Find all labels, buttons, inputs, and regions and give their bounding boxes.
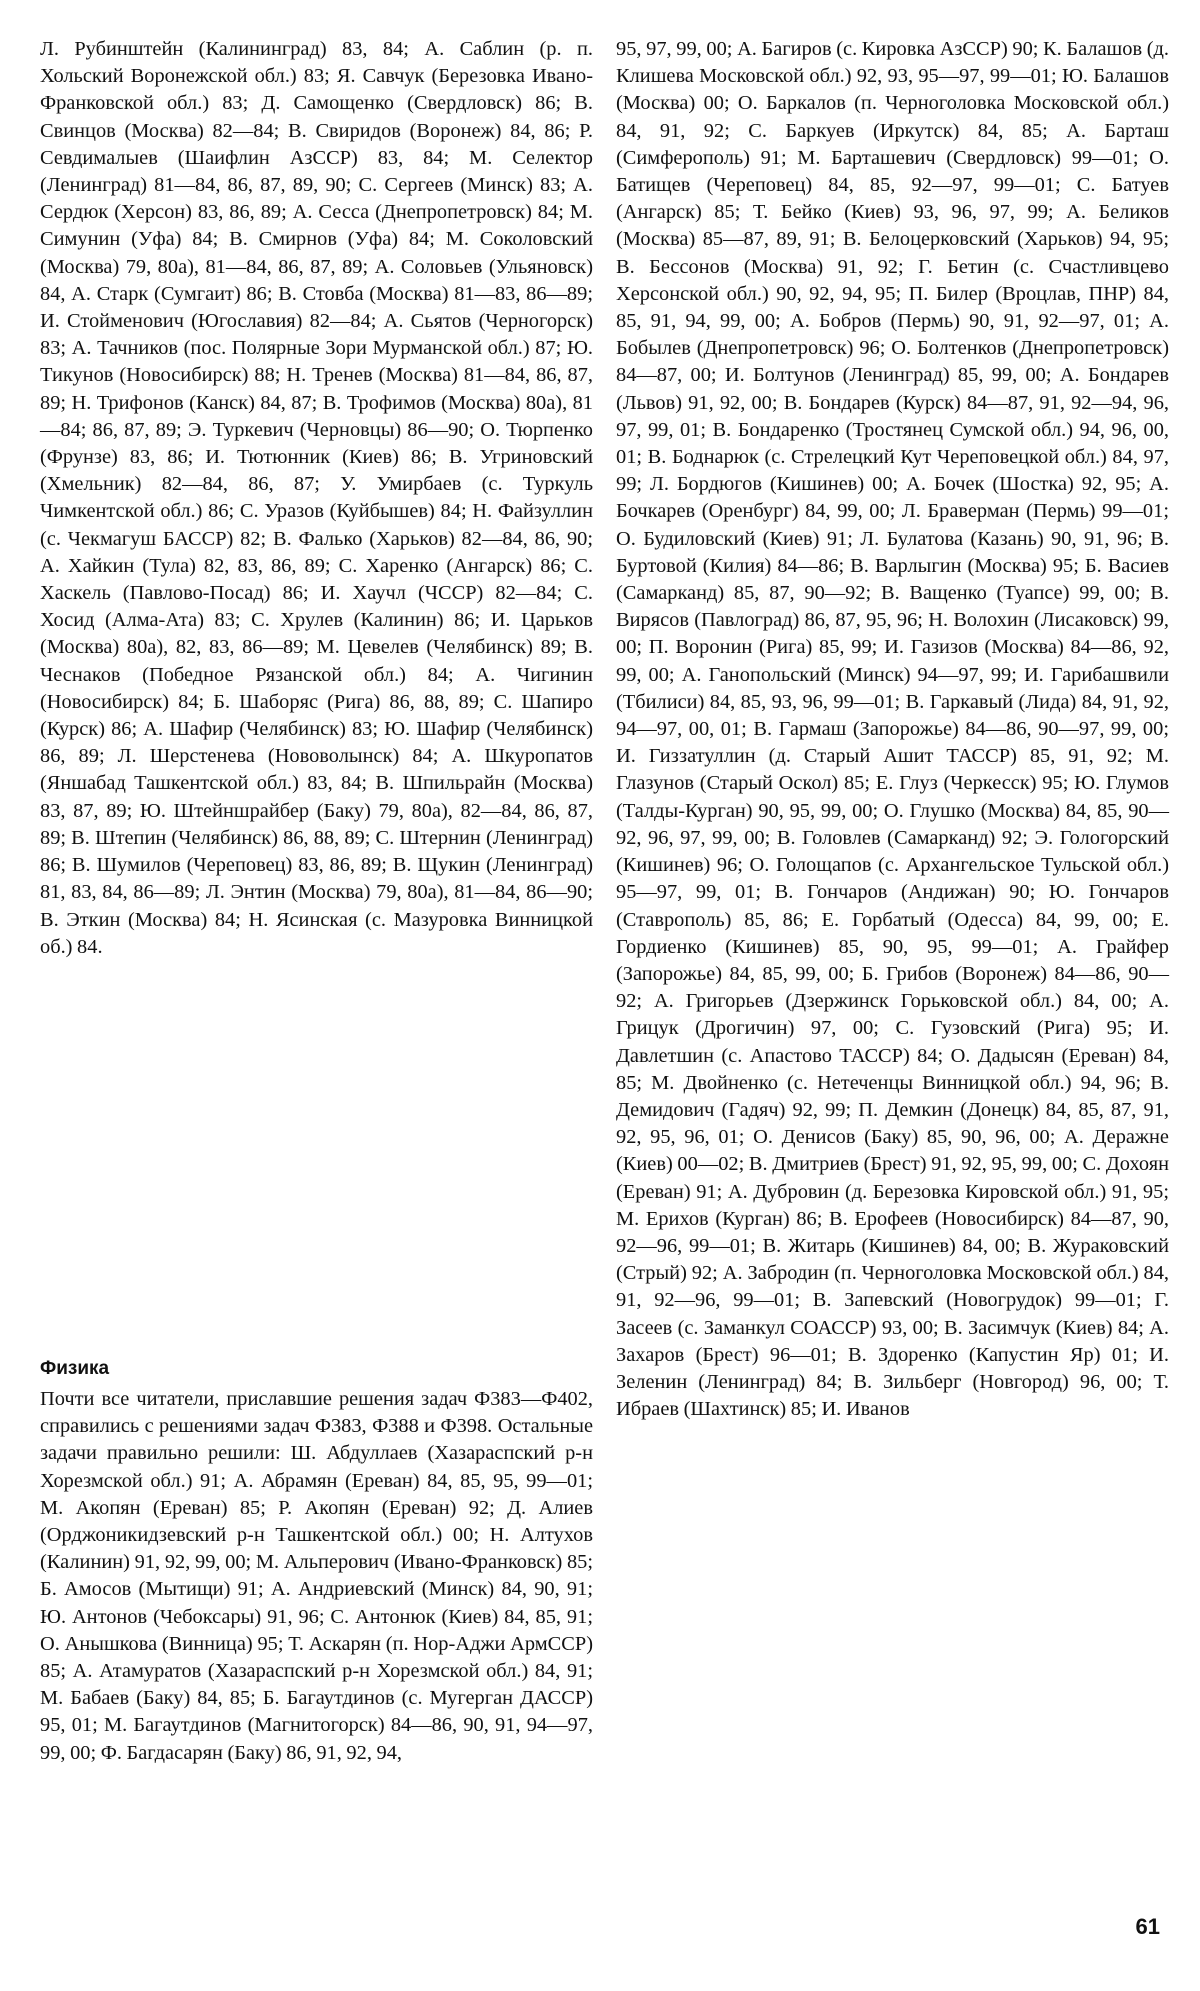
right-column-text: 95, 97, 99, 00; А. Багиров (с. Кировка АзССР) 90; К. Балашов (д. Клишева Московской обл.) 92, 93, 95—97, 99—01; Ю. Балашов (Москва) 00; О. Баркалов (п. Черноголовка Московской обл.) 84, 91, 92; С. Баркуев (Иркутск) 84, 85; А. Барташ (Симферополь) 91; М. Барташевич (Свердловск) 99—01; О. Батищев (Череповец) 84, 85, 92—97, 99—01; С. Батуев (Ангарск) 85; Т. Бейко (Киев) 93, 96, 97, 99; А. Беликов (Москва) 85—87, 89, 91; В. Белоцерковский (Харьков) 94, 95; В. Бессонов (Москва) 91, 92; Г. Бетин (с. Счастливцево Херсонской обл.) 90, 92, 94, 95; П. Билер (Вроцлав, ПНР) 84, 85, 91, 94, 99, 00; А. Бобров (Пермь) 90, 91, 92—97, 01; А. Бобылев (Днепропетровск) 96; О. Болтенков (Днепропетровск) 84—87, 00; И. Болтунов (Ленинград) 85, 99, 00; А. Бондарев (Львов) 91, 92, 00; В. Бондарев (Курск) 84—87, 91, 92—94, 96, 97, 99, 01; В. Бондаренко (Тростянец Сумской обл.) 94, 96, 00, 01; В. Боднарюк (с. Стрелецкий Кут Череповецкой обл.) 84, 97, 99; Л. Бордюгов (Кишинев) 00; А. Бочек (Шостка) 92, 95; А. Бочкарев (Оренбург) 84, 99, 00; Л. Браверман (Пермь) 99—01; О. Будиловский (Киев) 91; Л. Булатова (Казань) 90, 91, 96; В. Буртовой (Килия) 84—86; В. Варлыгин (Москва) 95; Б. Васиев (Самарканд) 85, 87, 90—92; В. Ващенко (Туапсе) 99, 00; В. Вирясов (Павлоград) 86, 87, 95, 96; Н. Волохин (Лисаковск) 99, 00; П. Воронин (Рига) 85, 99; И. Газизов (Москва) 84—86, 92, 99, 00; А. Ганопольский (Минск) 94—97, 99; И. Гарибашвили (Тбилиси) 84, 85, 93, 96, 99—01; В. Гаркавый (Лида) 84, 91, 92, 94—97, 00, 01; В. Гармаш (Запорожье) 84—86, 90—97, 99, 00; И. Гиззатуллин (д. Старый Ашит ТАССР) 85, 91, 92; М. Глазунов (Старый Оскол) 85; Е. Глуз (Черкесск) 95; Ю. Глумов (Талды-Курган) 90, 95, 99, 00; О. Глушко (Москва) 84, 85, 90—92, 96, 97, 99, 00; В. Головлев (Самарканд) 92; Э. Гологорский (Кишинев) 96; О. Голощапов (с. Архангельское Тульской обл.) 95—97, 99, 01; В. Гончаров (Андижан) 90; Ю. Гончаров (Ставрополь) 85, 86; Е. Горбатый (Одесса) 84, 99, 00; Е. Гордиенко (Кишинев) 85, 90, 95, 99—01; А. Грайфер (Запорожье) 84, 85, 99, 00; Б. Грибов (Воронеж) 84—86, 90—92; А. Григорьев (Дзержинск Горьковской обл.) 84, 00; А. Грицук (Дрогичин) 97, 00; С. Гузовский (Рига) 95; И. Давлетшин (с. Апастово ТАССР) 84; О. Дадысян (Ереван) 84, 85; М. Двойненко (с. Нетеченцы Винницкой обл.) 94, 96; В. Демидович (Гадяч) 92, 99; П. Демкин (Донецк) 84, 85, 87, 91, 92, 95, 96, 01; О. Денисов (Баку) 85, 90, 96, 00; А. Деражне (Киев) 00—02; В. Дмитриев (Брест) 91, 92, 95, 99, 00; С. Дохоян (Ереван) 91; А. Дубровин (д. Березовка Кировской обл.) 91, 95; М. Ерихов (Курган) 86; В. Ерофеев (Новосибирск) 84—87, 90, 92—96, 99—01; В. Житарь (Кишинев) 84, 00; В. Жураковский (Стрый) 92; А. Забродин (п. Черноголовка Московской обл.) 84, 91, 92—96, 99—01; В. Запевский (Новогрудок) 99—01; Г. Засеев (с. Заманкул СОАССР) 93, 00; В. Засимчук (Киев) 84; А. Захаров (Брест) 96—01; В. Здоренко (Капустин Яр) 01; И. Зеленин (Ленинград) 84; В. Зильберг (Новгород) 96, 00; Т. Ибраев (Шахтинск) 85; И. Иванов xyxy=(616,38,1169,1421)
left-column-text: Л. Рубинштейн (Калининград) 83, 84; А. Саблин (р. п. Хольский Воронежской обл.) 83; Я. Савчук (Березовка Ивано-Франковской обл.) 83; Д. Самощенко (Свердловск) 86; В. Свинцов (Москва) 82—84; В. Свиридов (Воронеж) 84, 86; Р. Севдималыев (Шаифлин АзССР) 83, 84; М. Селектор (Ленинград) 81—84, 86, 87, 89, 90; С. Сергеев (Минск) 83; А. Сердюк (Херсон) 83, 86, 89; А. Сесса (Днепропетровск) 84; М. Симунин (Уфа) 84; В. Смирнов (Уфа) 84; М. Соколовский (Москва) 79, 80а), 81—84, 86, 87, 89; А. Соловьев (Ульяновск) 84, А. Старк (Сумгаит) 86; В. Стовба (Москва) 81—83, 86—89; И. Стойменович (Югославия) 82—84; А. Сьятов (Черногорск) 83; А. Тачников (пос. Полярные Зори Мурманской обл.) 87; Ю. Тикунов (Новосибирск) 88; Н. Тренев (Москва) 81—84, 86, 87, 89; Н. Трифонов (Канск) 84, 87; В. Трофимов (Москва) 80а), 81—84; 86, 87, 89; Э. Туркевич (Черновцы) 86—90; О. Тюрпенко (Фрунзе) 83, 86; И. Тютюнник (Киев) 86; В. Угриновский (Хмельник) 82—84, 86, 87; У. Умирбаев (с. Туркуль Чимкентской обл.) 86; С. Уразов (Куйбышев) 84; Н. Файзуллин (с. Чекмагуш БАССР) 82; В. Фалько (Харьков) 82—84, 86, 90; А. Хайкин (Тула) 82, 83, 86, 89; С. Харенко (Ангарск) 86; С. Хаскель (Павлово-Посад) 86; И. Хаучл (ЧССР) 82—84; С. Хосид (Алма-Ата) 83; С. Хрулев (Калинин) 86; И. Царьков (Москва) 80а), 82, 83, 86—89; М. Цевелев (Челябинск) 89; В. Чеснаков (Победное Рязанской обл.) 84; А. Чигинин (Новосибирск) 84; Б. Шаборяс (Рига) 86, 88, 89; С. Шапиро (Курск) 86; А. Шафир (Челябинск) 83; Ю. Шафир (Челябинск) 86, 89; Л. Шерстенева (Нововолынск) 84; А. Шкуропатов (Яншабад Ташкентской обл.) 83, 84; В. Шпильрайн (Москва) 83, 87, 89; Ю. Штейншрайбер (Баку) 79, 80а), 82—84, 86, 87, 89; В. Штепин (Челябинск) 86, 88, 89; С. Штернин (Ленинград) 86; В. Шумилов (Череповец) 83, 86, 89; В. Щукин (Ленинград) 81, 83, 84, 86—89; Л. Энтин (Москва) 79, 80а), 81—84, 86—90; В. Эткин (Москва) 84; Н. Ясинская (с. Мазуровка Винницкой об.) 84. xyxy=(40,38,593,958)
physics-section-text: Почти все читатели, приславшие решения задач Ф383—Ф402, справились с решениями задач Ф383, Ф388 и Ф398. Остальные задачи правильно решили: Ш. Абдуллаев (Хазараспский р-н Хорезмской обл.) 91; А. Абрамян (Ереван) 84, 85, 95, 99—01; М. Акопян (Ереван) 85; Р. Акопян (Ереван) 92; Д. Алиев (Орджоникидзевский р-н Ташкентской обл.) 00; Н. Алтухов (Калинин) 91, 92, 99, 00; М. Альперович (Ивано-Франковск) 85; Б. Амосов (Мытищи) 91; А. Андриевский (Минск) 84, 90, 91; Ю. Антонов (Чебоксары) 91, 96; С. Антонюк (Киев) 84, 85, 91; О. Анышкова (Винница) 95; Т. Аскарян (п. Нор-Аджи АрмССР) 85; А. Атамуратов (Хазараспский р-н Хорезмской обл.) 84, 91; М. Бабаев (Баку) 84, 85; Б. Багаутдинов (с. Мугерган ДАССР) 95, 01; М. Багаутдинов (Магнитогорск) 84—86, 90, 91, 94—97, 99, 00; Ф. Багдасарян (Баку) 86, 91, 92, 94, xyxy=(40,1388,593,1764)
right-column xyxy=(616,36,1169,1423)
left-column xyxy=(40,36,593,961)
physics-section-title: Физика xyxy=(40,1358,110,1379)
page-number: 61 xyxy=(1135,1914,1160,1939)
